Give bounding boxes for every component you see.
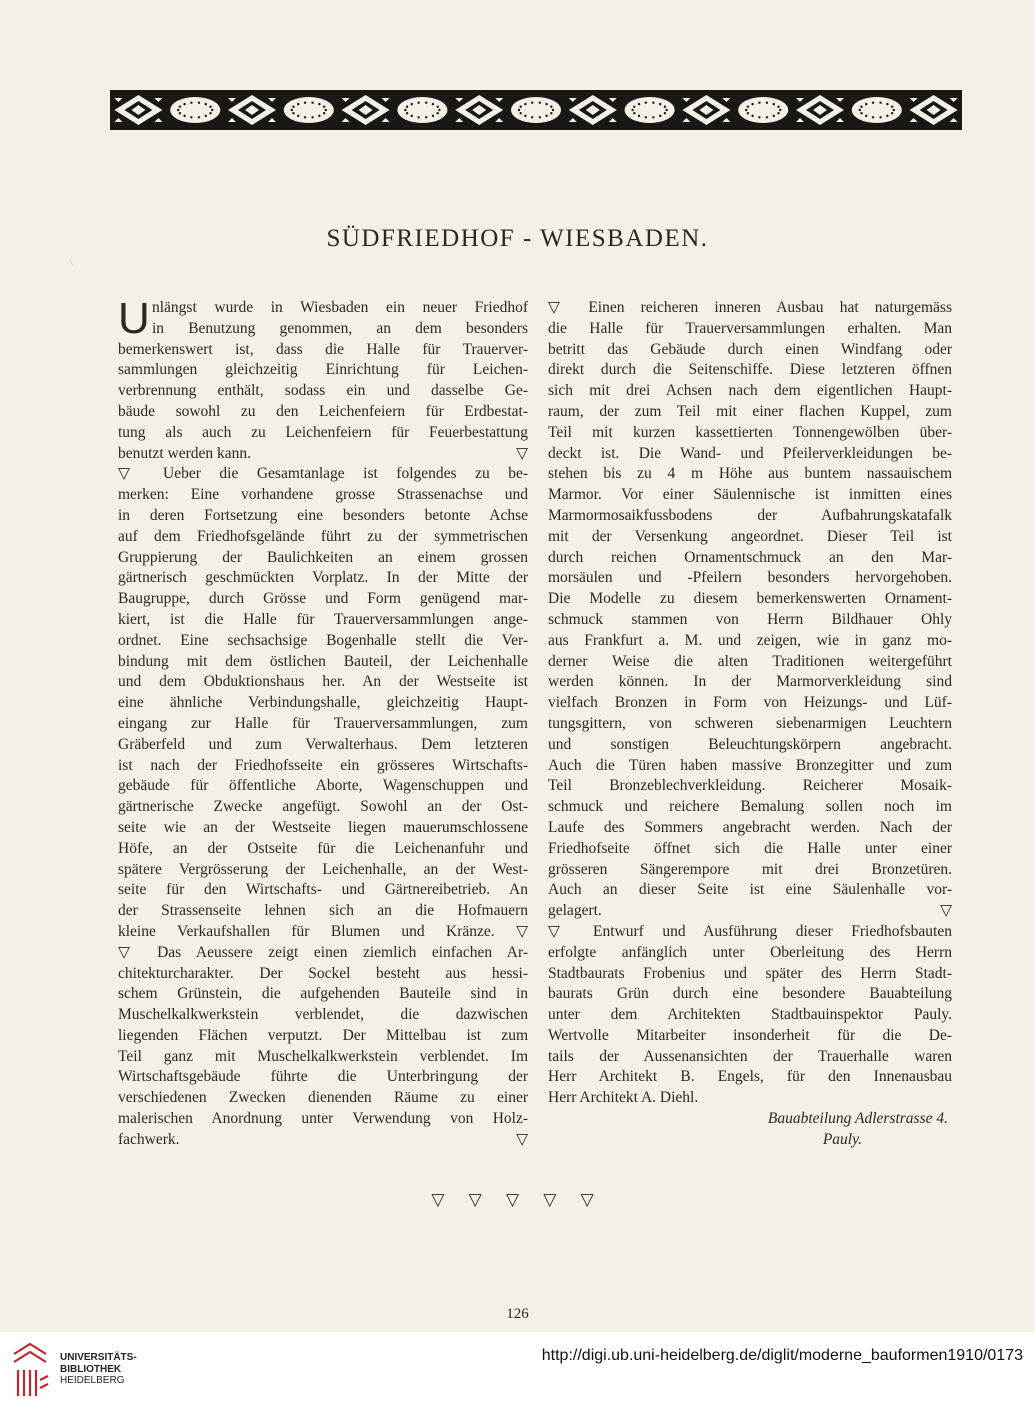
article-column-right xyxy=(548,298,952,1151)
left-column-line: kiert, ist die Halle für Trauerversammlungen ange- xyxy=(118,610,528,628)
left-column-line: seite wie an der Westseite liegen mauerumschlossene xyxy=(118,818,528,836)
right-column-line: sich mit drei Achsen nach dem eigentlichen Haupt- xyxy=(548,382,952,400)
left-column-line: ▽ Das Aeussere zeigt einen ziemlich einfachen Ar- xyxy=(118,943,528,961)
right-column-line: mit der Versenkung angeordnet. Dieser Teil ist xyxy=(548,527,952,545)
right-column-line: Teil mit kurzen kassettierten Tonnengewölben über- xyxy=(548,423,952,441)
left-column-line: ist nach der Friedhofsseite ein grösseres Wirtschafts- xyxy=(118,756,528,774)
left-column-line: fachwerk. ▽ xyxy=(118,1130,528,1148)
left-column-line: schem Grünstein, die aufgehenden Bauteile sind in xyxy=(118,985,528,1003)
right-column-line: erfolgte anfänglich unter Oberleitung des Herrn xyxy=(548,943,952,961)
right-column-line: durch reichen Ornamentschmuck an den Mar- xyxy=(548,548,952,566)
right-column-line: raum, der zum Teil mit einer flachen Kuppel, zum xyxy=(548,402,952,420)
right-column-line: schmuck und reichere Bemalung sollen noch im xyxy=(548,798,952,816)
end-ornament: ▽ ▽ ▽ ▽ ▽ xyxy=(431,1190,604,1209)
right-column-line: Teil Bronzeblechverkleidung. Reicherer Mosaik- xyxy=(548,777,952,795)
left-column-line: bäude sowohl zu den Leichenfeiern für Erdbestat- xyxy=(118,402,528,420)
signature-department: Bauabteilung Adlerstrasse 4. xyxy=(767,1110,948,1128)
left-column-line: gärtnerische Zwecke angefügt. Sowohl an der Ost- xyxy=(118,798,528,816)
page-number: 126 xyxy=(506,1306,529,1322)
library-name-line2: BIBLIOTHEK xyxy=(60,1363,122,1375)
left-column-line: merken: Eine vorhandene grosse Strassenachse und xyxy=(118,486,528,504)
left-column-line: malerischen Anordnung unter Verwendung von Holz- xyxy=(118,1110,528,1128)
right-column-line: gelagert. ▽ xyxy=(548,902,952,920)
left-column-line: benutzt werden kann. ▽ xyxy=(118,444,528,462)
right-column-line: die Halle für Trauerversammlungen erhalten. Man xyxy=(548,319,952,337)
library-logo-icon xyxy=(10,1340,50,1400)
left-column-line: bindung mit dem östlichen Bauteil, der Leichenhalle xyxy=(118,652,528,670)
left-column-line: eine ähnliche Verbindungshalle, gleichzeitig Haupt- xyxy=(118,694,528,712)
left-column-line: gebäude für öffentliche Aborte, Wagenschuppen und xyxy=(118,777,528,795)
left-column-line: Baugruppe, durch Grösse und Form genügend mar- xyxy=(118,590,528,608)
right-column-line: tungsgittern, von schweren siebenarmigen Leuchtern xyxy=(548,714,952,732)
source-url[interactable]: http://digi.ub.uni-heidelberg.de/diglit/moderne_bauformen1910/0173 xyxy=(541,1347,1023,1364)
right-column-line: ▽ Entwurf und Ausführung dieser Friedhofsbauten xyxy=(548,922,952,940)
left-column-line: gärtnerisch geschmückten Vorplatz. In der Mitte der xyxy=(118,569,528,587)
right-column-line: Friedhofseite öffnet sich die Halle unter einer xyxy=(548,839,952,857)
right-column-line: baurats Grün durch eine besondere Bauabteilung xyxy=(548,985,952,1003)
left-column-line: seite für den Wirtschafts- und Gärtnereibetrieb. An xyxy=(118,881,528,899)
right-column-line: Wertvolle Mitarbeiter insonderheit für die De- xyxy=(548,1026,952,1044)
right-column-line: ▽ Einen reicheren inneren Ausbau hat naturgemäss xyxy=(548,299,952,316)
right-column-line: direkt durch die Seitenschiffe. Diese letzteren öffnen xyxy=(548,361,952,379)
left-column-line: ordnet. Eine sechsachsige Bogenhalle stellt die Ver- xyxy=(118,631,528,649)
right-column-line: Herr Architekt A. Diehl. xyxy=(548,1089,699,1107)
right-column-line: Laufe des Sommers angebracht werden. Nach der xyxy=(548,818,952,836)
right-column-line: Marmormosaikfussbodens der Aufbahrungskatafalk xyxy=(548,506,952,524)
right-column-line: deckt ist. Die Wand- und Pfeilerverkleidungen be- xyxy=(548,444,952,462)
right-column-line: vielfach Bronzen in Form von Heizungs- und Lüf- xyxy=(548,694,952,712)
left-column-line: Teil ganz mit Muschelkalkwerkstein verblendet. Im xyxy=(118,1047,528,1065)
right-column-line: werden können. In der Marmorverkleidung sind xyxy=(548,673,952,691)
library-name-line3: HEIDELBERG xyxy=(60,1375,125,1386)
left-column-line: der Strassenseite lehnen sich an die Hofmauern xyxy=(118,902,528,920)
left-column-line: auf dem Friedhofsgelände führt zu der symmetrischen xyxy=(118,527,528,545)
left-column-line: verbrennung enthält, sodass ein und dasselbe Ge- xyxy=(118,382,528,400)
right-column-line: Herr Architekt B. Engels, für den Innenausbau xyxy=(548,1068,952,1086)
left-column-line: nlängst wurde in Wiesbaden ein neuer Friedhof xyxy=(152,299,528,316)
right-column-line: tails der Aussenansichten der Trauerhalle waren xyxy=(548,1047,952,1065)
right-column-line: Auch an dieser Seite ist eine Säulenhalle vor- xyxy=(548,881,952,899)
left-column-line: eingang zur Halle für Trauerversammlungen, zum xyxy=(118,714,528,732)
left-column-line: chitekturcharakter. Der Sockel besteht aus hessi- xyxy=(118,964,528,982)
left-column-line: Höfe, an der Ostseite für die Leichenanfuhr und xyxy=(118,839,528,857)
footer-bar xyxy=(0,1332,1035,1407)
right-column-line: morsäulen und -Pfeilern besonders hervorgehoben. xyxy=(548,569,952,587)
drop-cap: U xyxy=(118,294,150,343)
right-column-line: Marmor. Vor einer Säulennische ist inmitten eines xyxy=(548,486,952,504)
left-column-line: sammlungen gleichzeitig Einrichtung für Leichen- xyxy=(118,361,528,379)
left-column-line: spätere Vergrösserung der Leichenhalle, an der West- xyxy=(118,860,528,878)
signature-author: Pauly. xyxy=(822,1130,862,1148)
left-column-line: Gruppierung der Baulichkeiten an einem grossen xyxy=(118,548,528,566)
right-column-line: stehen bis zu 4 m Höhe aus buntem nassauischem xyxy=(548,465,952,483)
ornament-band xyxy=(110,90,962,130)
margin-mark: \ xyxy=(70,258,73,269)
right-column-line: und sonstigen Beleuchtungskörpern angebracht. xyxy=(548,735,952,753)
right-column-line: grösseren Sängerempore mit drei Bronzetüren. xyxy=(548,860,952,878)
left-column-line: Muschelkalkwerkstein verblendet, die dazwischen xyxy=(118,1006,528,1024)
left-column-line: und dem Obduktionshaus her. An der Westseite ist xyxy=(118,673,528,691)
left-column-line: liegenden Flächen verputzt. Der Mittelbau ist zum xyxy=(118,1026,528,1044)
right-column-line: Auch die Türen haben massive Bronzegitter und zum xyxy=(548,756,952,774)
left-column-line: in Benutzung genommen, an dem besonders xyxy=(152,319,528,337)
left-column-line: Wirtschaftsgebäude führte die Unterbringung der xyxy=(118,1068,528,1086)
right-column-line: betritt das Gebäude durch einen Windfang oder xyxy=(548,340,952,358)
left-column-line: Gräberfeld und zum Verwalterhaus. Dem letzteren xyxy=(118,735,528,753)
right-column-line: derner Weise die alten Traditionen weitergeführt xyxy=(548,652,952,670)
library-name-line1: UNIVERSITÄTS- xyxy=(60,1352,137,1363)
right-column-line: Die Modelle zu diesem bemerkenswerten Ornament- xyxy=(548,590,952,608)
left-column-line: verschiedenen Zwecken dienenden Räume zu einer xyxy=(118,1089,528,1107)
left-column-line: kleine Verkaufshallen für Blumen und Kränze. ▽ xyxy=(118,922,528,940)
left-column-line: in deren Fortsetzung eine besonders betonte Achse xyxy=(118,506,528,524)
right-column-line: aus Frankfurt a. M. und zeigen, wie in ganz mo- xyxy=(548,631,952,649)
page-title: SÜDFRIEDHOF - WIESBADEN. xyxy=(326,225,709,252)
article-column-left xyxy=(118,294,528,1151)
right-column-line: schmuck stammen von Herrn Bildhauer Ohly xyxy=(548,610,952,628)
left-column-line: ▽ Ueber die Gesamtanlage ist folgendes zu be- xyxy=(118,465,528,483)
left-column-line: tung als auch zu Leichenfeiern für Feuerbestattung xyxy=(118,423,528,441)
right-column-line: unter dem Architekten Stadtbauinspektor Pauly. xyxy=(548,1006,952,1024)
library-name xyxy=(60,1352,137,1387)
right-column-line: Stadtbaurats Frobenius und später des Herrn Stadt- xyxy=(548,964,952,982)
left-column-line: bemerkenswert ist, dass die Halle für Trauerver- xyxy=(118,340,528,358)
